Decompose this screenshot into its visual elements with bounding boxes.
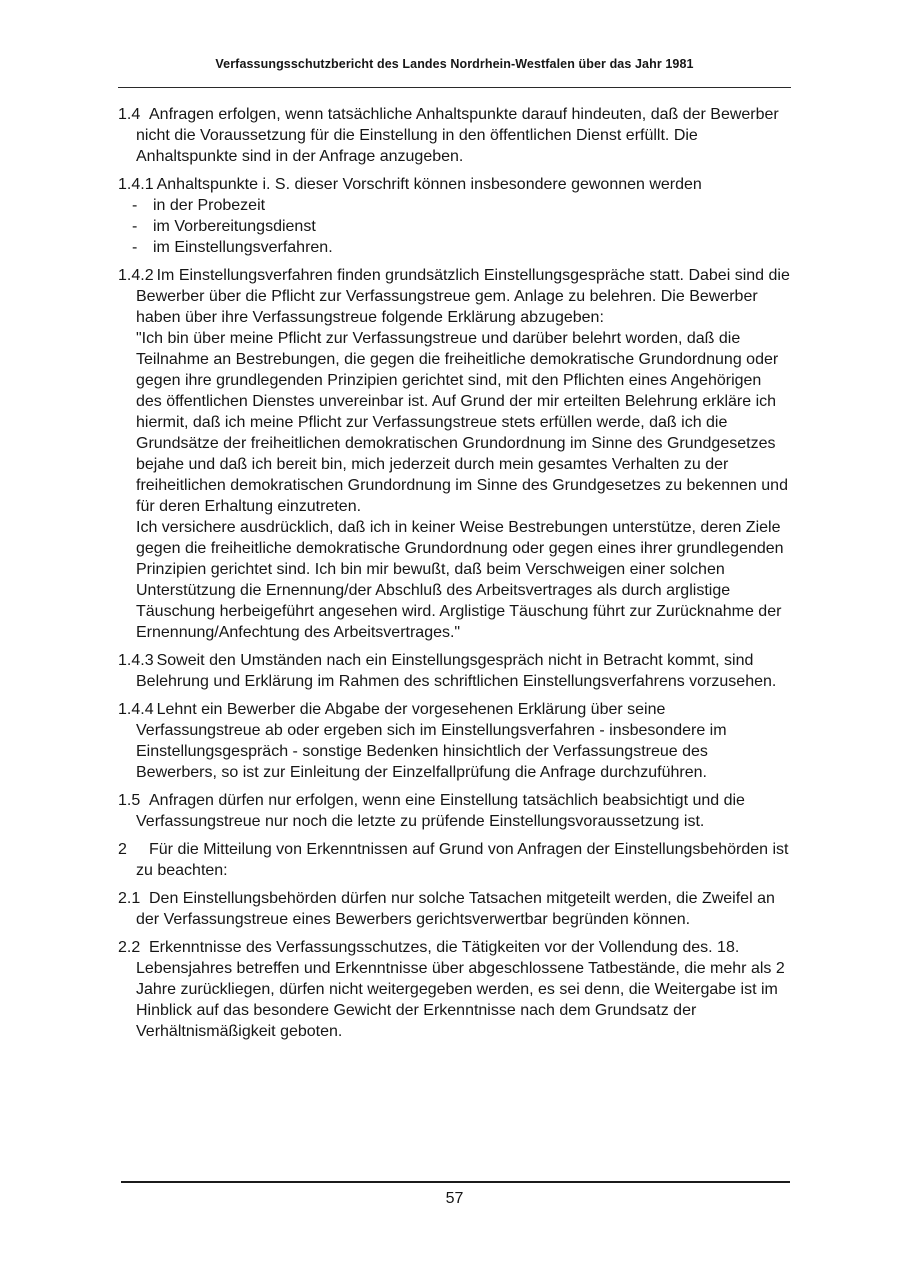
document-body <box>118 104 791 1049</box>
page-number: 57 <box>445 1190 464 1207</box>
list-item <box>118 216 791 237</box>
paragraph-2-1 <box>118 888 791 930</box>
paragraph-2-2 <box>118 937 791 1042</box>
header-rule <box>118 87 791 88</box>
paragraph-number: 1.4 <box>118 106 141 123</box>
paragraph-1-4 <box>118 104 791 167</box>
paragraph-text: Soweit den Umständen nach ein Einstellungsgespräch nicht in Betracht kommt, sind Belehrung und Erklärung im Rahmen des schriftlichen Einstellungsverfahrens vorzusehen. <box>136 652 777 690</box>
dash-bullet: - <box>132 239 138 256</box>
paragraph-number: 1.4.4 <box>118 701 154 718</box>
paragraph-intro <box>118 265 791 328</box>
paragraph-1-4-4 <box>118 699 791 783</box>
paragraph-text: Im Einstellungsverfahren finden grundsätzlich Einstellungsgespräche statt. Dabei sind die Bewerber über die Pflicht zur Verfassungstreue gem. Anlage zu belehren. Die Bewerber haben über ihre Verfassungstreue folgende Erklärung abzugeben: <box>136 267 790 326</box>
paragraph-text: Den Einstellungsbehörden dürfen nur solche Tatsachen mitgeteilt werden, die Zweifel an der Verfassungstreue eines Bewerbers gerichtsverwertbar begründen können. <box>136 890 775 928</box>
list-item-text: im Einstellungsverfahren. <box>153 239 333 256</box>
dash-bullet: - <box>132 218 138 235</box>
paragraph-number: 2.2 <box>118 939 141 956</box>
paragraph-number: 1.4.2 <box>118 267 154 284</box>
paragraph-number: 2.1 <box>118 890 141 907</box>
list-item <box>118 237 791 258</box>
paragraph-text: Erkenntnisse des Verfassungsschutzes, die Tätigkeiten vor der Vollendung des. 18. Lebensjahres betreffen und Erkenntnisse über abgeschlossene Tatbestände, die mehr als 2 Jahre zurückliegen, dürfen nicht weitergegeben werden, es sei denn, die Weitergabe ist im Hinblick auf das besondere Gewicht der Erkenntnisse nach dem Grundsatz der Verhältnismäßigkeit geboten. <box>136 939 785 1040</box>
list-item-text: im Vorbereitungsdienst <box>153 218 316 235</box>
paragraph-text: Für die Mitteilung von Erkenntnissen auf Grund von Anfragen der Einstellungsbehörden ist zu beachten: <box>136 841 789 879</box>
list-item <box>118 195 791 216</box>
paragraph-text: Anfragen dürfen nur erfolgen, wenn eine Einstellung tatsächlich beabsichtigt und die Verfassungstreue nur noch die letzte zu prüfende Einstellungsvoraussetzung ist. <box>136 792 745 830</box>
footer-rule <box>121 1181 790 1183</box>
running-head: Verfassungsschutzbericht des Landes Nordrhein-Westfalen über das Jahr 1981 <box>215 57 694 71</box>
list-item-text: in der Probezeit <box>153 197 266 214</box>
paragraph-1-4-1 <box>118 174 791 258</box>
paragraph-number: 1.4.3 <box>118 652 154 669</box>
paragraph-1-5 <box>118 790 791 832</box>
declaration-quote-part-1: "Ich bin über meine Pflicht zur Verfassungstreue und darüber belehrt worden, daß die Teilnahme an Bestrebungen, die gegen die freiheitliche demokratische Grundordnung oder gegen ihre grundlegenden Prinzipien gerichtet sind, mit den Pflichten eines Angehörigen des öffentlichen Dienstes unvereinbar ist. Auf Grund der mir erteilten Belehrung erkläre ich hiermit, daß ich meine Pflicht zur Verfassungstreue stets erfüllen werde, daß ich die Grundsätze der freiheitlichen demokratischen Grundordnung im Sinne des Grundgesetzes bejahe und daß ich bereit bin, mich jederzeit durch mein gesamtes Verhalten zu der freiheitlichen demokratischen Grundordnung im Sinne des Grundgesetzes zu bekennen und für deren Erhaltung einzutreten. <box>136 330 788 515</box>
paragraph-number: 1.4.1 <box>118 176 154 193</box>
paragraph-1-4-2 <box>118 265 791 643</box>
declaration-quote-part-2: Ich versichere ausdrücklich, daß ich in keiner Weise Bestrebungen unterstütze, deren Ziele gegen die freiheitliche demokratische Grundordnung oder gegen eines ihrer grundlegenden Prinzipien gerichtet sind. Ich bin mir bewußt, daß beim Verschweigen einer solchen Unterstützung die Ernennung/der Abschluß des Arbeitsvertrages als durch arglistige Täuschung herbeigeführt angesehen wird. Arglistige Täuschung führt zur Zurücknahme der Ernennung/Anfechtung des Arbeitsvertrages." <box>136 519 784 641</box>
paragraph-1-4-3 <box>118 650 791 692</box>
paragraph-number: 1.5 <box>118 792 141 809</box>
paragraph-number: 2 <box>118 841 127 858</box>
paragraph-2 <box>118 839 791 881</box>
paragraph-text: Lehnt ein Bewerber die Abgabe der vorgesehenen Erklärung über seine Verfassungstreue ab oder ergeben sich im Einstellungsverfahren - insbesondere im Einstellungsgespräch - sonstige Bedenken hinsichtlich der Verfassungstreue des Bewerbers, so ist zur Einleitung der Einzelfallprüfung die Anfrage durchzuführen. <box>136 701 727 781</box>
paragraph-text: Anhaltspunkte i. S. dieser Vorschrift können insbesondere gewonnen werden <box>156 176 702 193</box>
dash-list <box>118 195 791 258</box>
dash-bullet: - <box>132 197 138 214</box>
paragraph-text: Anfragen erfolgen, wenn tatsächliche Anhaltspunkte darauf hindeuten, daß der Bewerber nicht die Voraussetzung für die Einstellung in den öffentlichen Dienst erfüllt. Die Anhaltspunkte sind in der Anfrage anzugeben. <box>136 106 779 165</box>
